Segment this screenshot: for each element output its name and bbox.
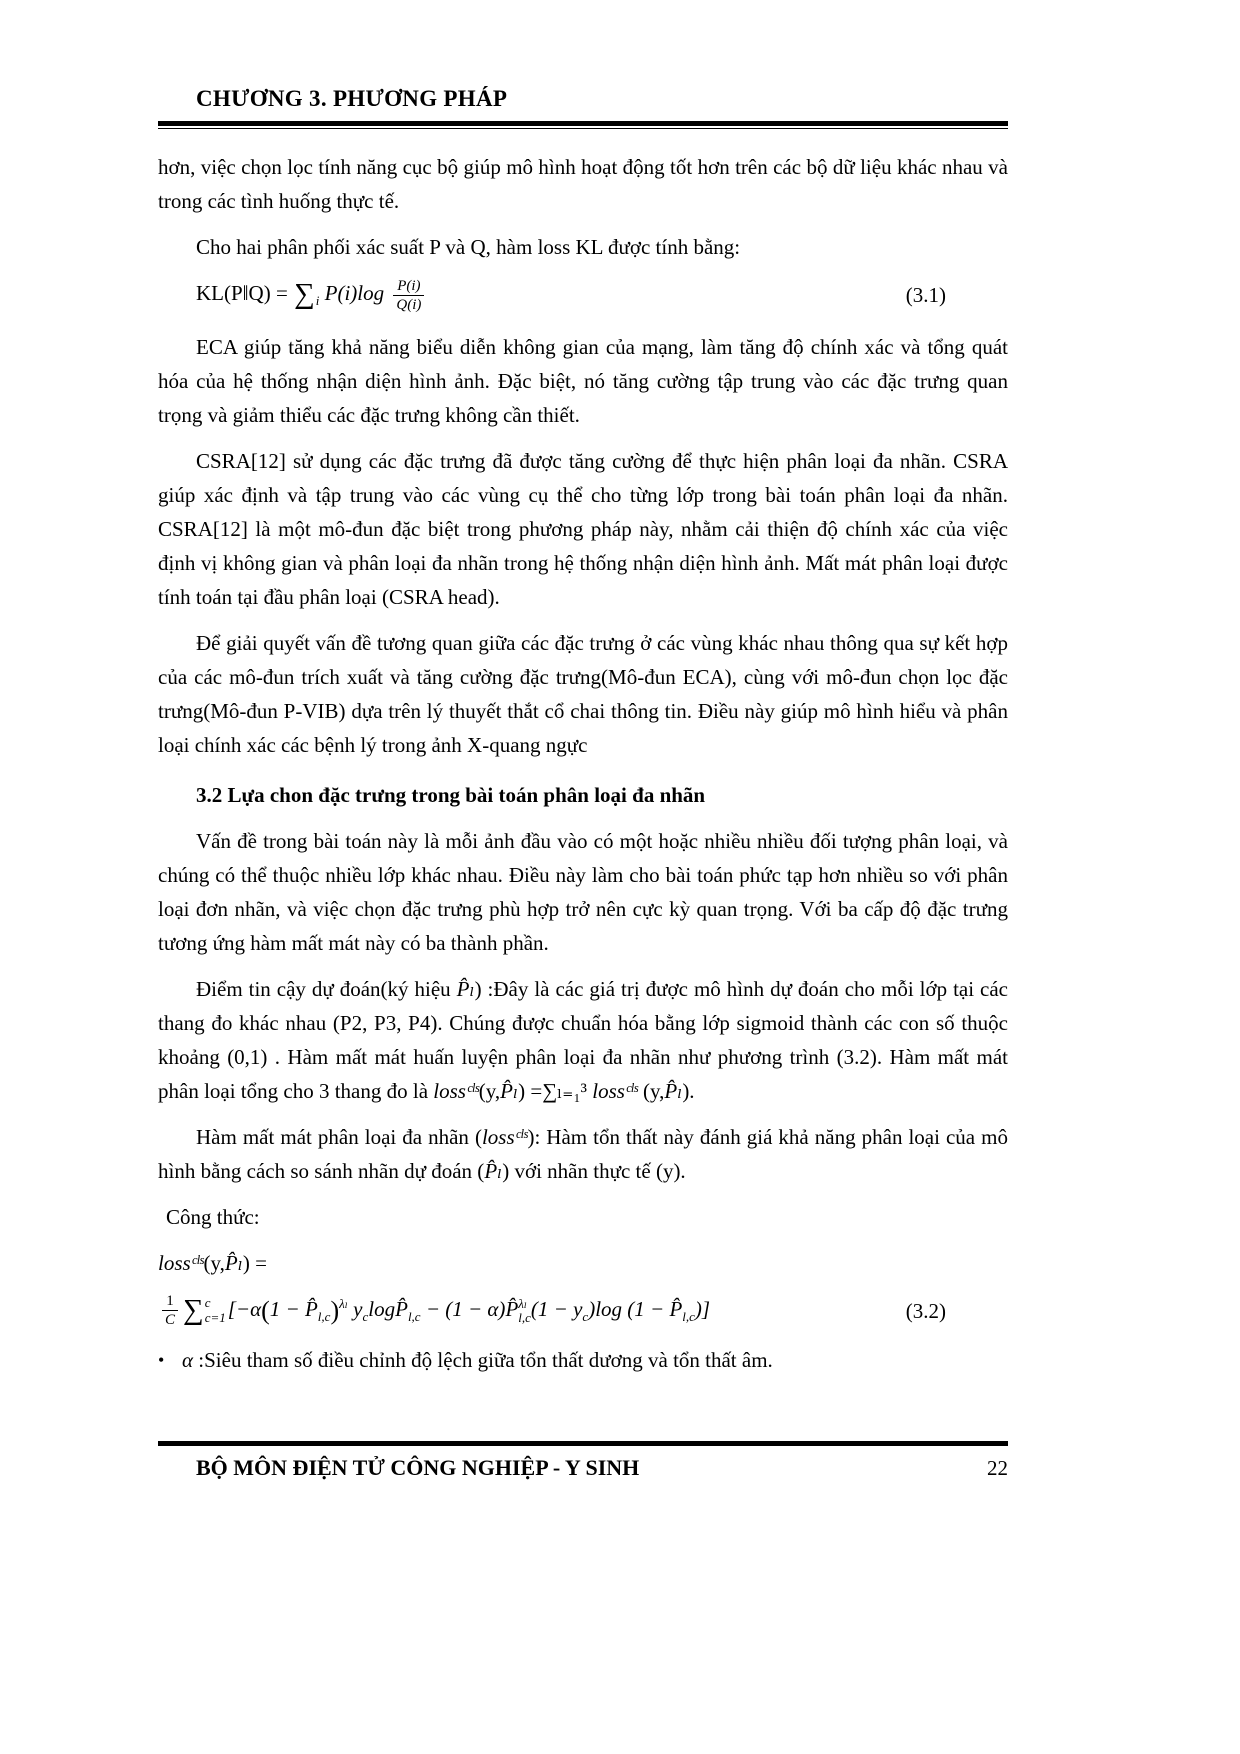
bullet-icon: •	[158, 1350, 165, 1371]
paragraph: CSRA[12] sử dụng các đặc trưng đã được tăng cường để thực hiện phân loại đa nhãn. CSRA giúp xác định và tập trung vào các vùng cụ thể cho từng lớp trong bài toán phân loại đa nhãn. CSRA[12] là một mô-đun đặc biệt trong phương pháp này, nhằm cải thiện độ chính xác của việc định vị không gian và phân loại đa nhãn trong hệ thống nhận diện hình ảnh. Mất mát phân loại được tính toán tại đầu phân loại (CSRA head).	[158, 448, 1008, 609]
formula-3-2-lhs	[158, 1246, 1008, 1280]
text-run: P̂ₗ	[500, 1078, 519, 1103]
header-rule-thick	[158, 121, 1008, 126]
formula-term: [−α	[227, 1296, 262, 1321]
formula-term: )]	[694, 1296, 711, 1321]
sum-limits	[205, 1296, 226, 1326]
subscript: l,c	[317, 1308, 331, 1324]
equation-number: (3.2)	[905, 1298, 946, 1323]
fraction-denominator: Q(i)	[396, 296, 422, 313]
text-run: ) với nhãn thực tế (y).	[502, 1158, 686, 1183]
bullet-item	[158, 1343, 1008, 1377]
sum-lower-limit: c=1	[204, 1309, 226, 1325]
formula-term: y	[353, 1296, 363, 1321]
page-number: 22	[987, 1456, 1008, 1480]
superscript: λₗ	[339, 1295, 348, 1311]
formula-3-2	[158, 1292, 1008, 1330]
p-hat: P̂	[505, 1296, 519, 1321]
formula-term: − (1 − α)	[420, 1296, 506, 1321]
close-paren: )	[330, 1295, 340, 1325]
subscript: c	[362, 1308, 369, 1324]
text-run: Điểm tin cậy dự đoán(ký hiệu	[196, 976, 457, 1001]
sum-subscript: i	[315, 293, 320, 309]
text-run: lossᶜˡˢ	[481, 1124, 528, 1149]
fraction-numerator: 1	[162, 1292, 178, 1311]
formula-term: y	[573, 1296, 583, 1321]
sum-symbol: ∑	[294, 278, 315, 310]
paragraph	[158, 972, 1008, 1108]
paragraph: Công thức:	[166, 1204, 260, 1229]
p-hat: P̂	[669, 1296, 683, 1321]
formula-3-1-body	[158, 276, 428, 314]
header-rule	[158, 121, 1008, 129]
fraction	[162, 1292, 178, 1329]
formula-term: 1 −	[269, 1296, 305, 1321]
text-run: (y,	[203, 1250, 225, 1275]
text-run: ) :Đây là các giá trị được mô hình dự đoán cho mỗi lớp tại các thang đo khác nhau (P2, P3, P4). Chúng được chuẩn hóa bằng lớp sigmoid thành các con số thuộc khoảng (0,1) . Hàm mất mát huấn luyện phân loại đa nhãn như phương trình (3.2). Hàm mất mát phân loại tổng cho 3 thang đo là	[158, 976, 1008, 1103]
subscript: c	[582, 1308, 589, 1324]
paragraph: Cho hai phân phối xác suất P và Q, hàm loss KL được tính bằng:	[196, 235, 741, 259]
subscript: l,c	[407, 1308, 421, 1324]
formula-term: P(i)log	[324, 281, 385, 305]
paragraph: ECA giúp tăng khả năng biểu diễn không gian của mạng, làm tăng độ chính xác và tổng quát hóa của hệ thống nhận diện hình ảnh. Đặc biệt, nó tăng cường tập trung vào các đặc trưng quan trọng và giảm thiểu các đặc trưng không cần thiết.	[158, 334, 1008, 427]
sum-upper-limit: c	[204, 1294, 211, 1310]
text-run: α	[182, 1348, 194, 1373]
p-hat: P̂	[395, 1296, 408, 1321]
page-footer	[158, 1441, 1008, 1481]
subscript: l,c	[518, 1309, 531, 1325]
formula-term: (1 −	[530, 1296, 574, 1321]
formula-term: log (1 −	[595, 1296, 670, 1321]
text-run: P̂ₗ	[664, 1078, 683, 1103]
text-run: (y,	[637, 1078, 665, 1103]
text-run: P̂ₗ	[456, 976, 475, 1001]
chapter-title: CHƯƠNG 3. PHƯƠNG PHÁP	[196, 86, 508, 111]
text-run: (y,	[478, 1078, 501, 1103]
open-paren: (	[261, 1295, 270, 1325]
text-run: lossᶜˡˢ	[158, 1250, 204, 1275]
page-body	[158, 150, 1008, 1377]
header-rule-thin	[158, 128, 1008, 129]
paragraph: Để giải quyết vấn đề tương quan giữa các đặc trưng ở các vùng khác nhau thông qua sự kết hợp của các mô-đun trích xuất và tăng cường đặc trưng(Mô-đun ECA), cùng với mô-đun chọn lọc đặc trưng(Mô-đun P-VIB) dựa trên lý thuyết thắt cổ chai thông tin. Điều này giúp mô hình hiểu và phân loại chính xác các bệnh lý trong ảnh X-quang ngực	[158, 630, 1008, 757]
text-run: P̂ₗ	[484, 1158, 503, 1183]
text-run: ) =	[518, 1078, 543, 1103]
text-run: ).	[682, 1078, 695, 1103]
formula-3-2-body	[158, 1292, 710, 1330]
text-run: Hàm mất mát phân loại đa nhãn (	[196, 1124, 482, 1149]
paragraph: hơn, việc chọn lọc tính năng cục bộ giúp mô hình hoạt động tốt hơn trên các bộ dữ liệu khác nhau và trong các tình huống thực tế.	[158, 155, 1008, 213]
formula-term: )	[588, 1296, 596, 1321]
fraction	[393, 277, 424, 314]
equation-number: (3.1)	[905, 282, 946, 307]
bullet-text	[182, 1343, 1008, 1377]
text-run: ) =	[242, 1250, 267, 1275]
section-heading-3-2: 3.2 Lựa chon đặc trưng trong bài toán phân loại đa nhãn	[196, 782, 706, 807]
text-run: ∑ₗ₌₁³	[542, 1078, 593, 1103]
formula-term: log	[368, 1296, 396, 1321]
page-header	[158, 86, 1008, 129]
footer-row	[158, 1455, 1008, 1481]
text-run: lossᶜˡˢ	[433, 1078, 479, 1103]
p-hat: P̂	[304, 1296, 318, 1321]
fraction-numerator: P(i)	[393, 277, 424, 296]
sup-sub-stack	[518, 1297, 531, 1326]
footer-rule	[158, 1441, 1008, 1446]
text-run: lossᶜˡˢ	[592, 1078, 638, 1103]
paragraph	[158, 1120, 1008, 1188]
superscript: λₗ	[518, 1295, 528, 1311]
text-run: :Siêu tham số điều chỉnh độ lệch giữa tổn thất dương và tổn thất âm.	[193, 1348, 773, 1373]
fraction-denominator: C	[165, 1312, 176, 1329]
text-run: P̂ₗ	[224, 1250, 243, 1275]
subscript: l,c	[682, 1308, 695, 1324]
text-run: ): Hàm tổn thất này đánh giá khả năng phân loại của mô hình bằng cách so sánh nhãn dự đoán (	[158, 1124, 1008, 1183]
formula-3-1	[158, 276, 1008, 314]
sum-symbol: ∑	[183, 1293, 204, 1326]
footer-department: BỘ MÔN ĐIỆN TỬ CÔNG NGHIỆP - Y SINH	[196, 1455, 640, 1480]
paragraph: Vấn đề trong bài toán này là mỗi ảnh đầu vào có một hoặc nhiều nhiều đối tượng phân loại, và chúng có thể thuộc nhiều lớp khác nhau. Điều này làm cho bài toán phức tạp hơn nhiều so với phân loại đơn nhãn, và việc chọn đặc trưng phù hợp trở nên cực kỳ quan trọng. Với ba cấp độ đặc trưng tương ứng hàm mất mát này có ba thành phần.	[158, 828, 1008, 955]
formula-lhs: KL(P‖Q) =	[196, 281, 294, 305]
